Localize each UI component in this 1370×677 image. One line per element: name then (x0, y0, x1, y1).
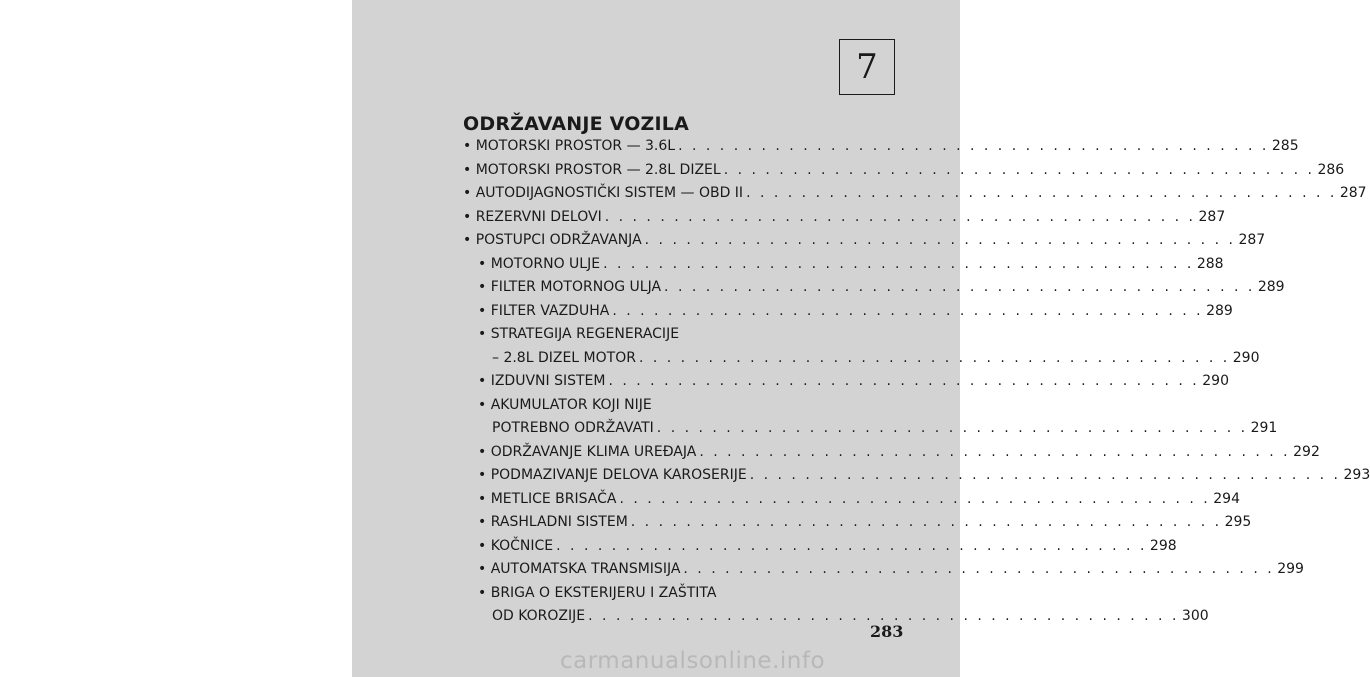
dot-leader: . . . . . . . . . . . . . . . . . . . . . . . . . . . . . . . . . . . . . . . . . . . (746, 185, 1337, 201)
dot-leader: . . . . . . . . . . . . . . . . . . . . . . . . . . . . . . . . . . . . . . . . . . . (749, 467, 1341, 483)
toc-entry-page: 293 (1343, 467, 1370, 483)
toc-entry[interactable] (463, 535, 1177, 559)
toc-entry-page: 295 (1224, 514, 1252, 530)
toc-entry-page: 291 (1250, 420, 1278, 436)
dot-leader: . . . . . . . . . . . . . . . . . . . . . . . . . . . . . . . . . . . . . . . . . . . (630, 514, 1222, 530)
toc-entry-label: – 2.8L DIZEL MOTOR (492, 349, 636, 366)
toc-entry-page: 287 (1198, 208, 1226, 225)
toc-entry-label: • POSTUPCI ODRŽAVANJA (463, 232, 642, 248)
table-of-contents (463, 135, 1370, 629)
toc-entry-label: POTREBNO ODRŽAVATI (492, 420, 654, 436)
toc-entry-page: 289 (1257, 279, 1285, 295)
toc-entry[interactable] (463, 323, 903, 347)
dot-leader: . . . . . . . . . . . . . . . . . . . . . . . . . . . . . . . . . . . . . . . . . . . (664, 279, 1255, 295)
toc-entry-label: • RASHLADNI SISTEM (478, 514, 628, 530)
toc-entry-label: • REZERVNI DELOVI (463, 208, 602, 225)
toc-entry-page: 294 (1213, 490, 1240, 507)
toc-entry[interactable] (463, 253, 1224, 277)
toc-entry[interactable] (463, 300, 1233, 324)
toc-entry-page: 290 (1202, 373, 1229, 389)
dot-leader: . . . . . . . . . . . . . . . . . . . . . . . . . . . . . . . . . . . . . . . . . . . (604, 208, 1196, 225)
page-number: 283 (870, 622, 904, 641)
toc-entry-label: • STRATEGIJA REGENERACIJE (478, 326, 680, 342)
dot-leader: . . . . . . . . . . . . . . . . . . . . . . . . . . . . . . . . . . . . . . . . . . . (644, 232, 1236, 248)
dot-leader: . . . . . . . . . . . . . . . . . . . . . . . . . . . . . . . . . . . . . . . . . . . (699, 443, 1291, 460)
toc-entry-page: 285 (1271, 138, 1299, 154)
toc-entry[interactable] (463, 394, 903, 418)
dot-leader: . . . . . . . . . . . . . . . . . . . . . . . . . . . . . . . . . . . . . . . . . . . (656, 420, 1248, 436)
dot-leader: . . . . . . . . . . . . . . . . . . . . . . . . . . . . . . . . . . . . . . . . . . . (556, 537, 1147, 554)
toc-entry-label: • BRIGA O EKSTERIJERU I ZAŠTITA (478, 584, 717, 601)
chapter-number: 7 (856, 47, 878, 87)
toc-entry[interactable] (463, 558, 1304, 582)
toc-entry[interactable] (463, 159, 1345, 183)
toc-entry[interactable] (463, 511, 1252, 535)
toc-entry-label: • AUTODIJAGNOSTIČKI SISTEM — OBD II (463, 185, 744, 201)
chapter-number-box (839, 39, 895, 95)
toc-entry-label: • MOTORNO ULJE (478, 255, 601, 272)
watermark-text: carmanualsonline.info (560, 648, 826, 674)
toc-entry-label: • FILTER MOTORNOG ULJA (478, 279, 662, 295)
toc-entry-page: 289 (1206, 302, 1233, 319)
toc-entry-label: • AKUMULATOR KOJI NIJE (478, 396, 652, 413)
toc-entry-label: OD KOROZIJE (492, 608, 586, 624)
dot-leader: . . . . . . . . . . . . . . . . . . . . . . . . . . . . . . . . . . . . . . . . . . . (612, 302, 1204, 319)
dot-leader: . . . . . . . . . . . . . . . . . . . . . . . . . . . . . . . . . . . . . . . . . . . (608, 373, 1200, 389)
toc-entry-continuation[interactable] (463, 417, 1278, 441)
toc-entry-page: 286 (1317, 161, 1345, 178)
toc-entry-label: • PODMAZIVANJE DELOVA KAROSERIJE (478, 467, 747, 483)
toc-entry-label: • AUTOMATSKA TRANSMISIJA (478, 561, 681, 577)
dot-leader: . . . . . . . . . . . . . . . . . . . . . . . . . . . . . . . . . . . . . . . . . . . (588, 608, 1179, 624)
dot-leader: . . . . . . . . . . . . . . . . . . . . . . . . . . . . . . . . . . . . . . . . . . . (619, 490, 1211, 507)
toc-entry-continuation[interactable] (463, 347, 1260, 371)
dot-leader: . . . . . . . . . . . . . . . . . . . . . . . . . . . . . . . . . . . . . . . . . . . (678, 138, 1269, 154)
toc-entry-page: 288 (1196, 255, 1224, 272)
dot-leader: . . . . . . . . . . . . . . . . . . . . . . . . . . . . . . . . . . . . . . . . . . . (723, 161, 1315, 178)
toc-entry[interactable] (463, 182, 1367, 206)
toc-entry-label: • FILTER VAZDUHA (478, 302, 610, 319)
toc-entry-label: • ODRŽAVANJE KLIMA UREĐAJA (478, 443, 697, 460)
toc-entry[interactable] (463, 464, 1370, 488)
toc-entry-label: • KOČNICE (478, 537, 554, 554)
dot-leader: . . . . . . . . . . . . . . . . . . . . . . . . . . . . . . . . . . . . . . . . . . . (683, 561, 1275, 577)
toc-entry-page: 287 (1238, 232, 1266, 248)
toc-entry[interactable] (463, 441, 1320, 465)
toc-entry-page: 292 (1293, 443, 1320, 460)
toc-entry-page: 298 (1149, 537, 1177, 554)
toc-entry-label: • MOTORSKI PROSTOR — 3.6L (463, 138, 676, 154)
toc-entry-label: • METLICE BRISAČA (478, 490, 617, 507)
toc-entry[interactable] (463, 206, 1226, 230)
toc-entry[interactable] (463, 276, 1285, 300)
toc-entry[interactable] (463, 229, 1266, 253)
toc-entry-label: • IZDUVNI SISTEM (478, 373, 606, 389)
toc-entry-page: 290 (1232, 349, 1260, 366)
toc-entry-page: 300 (1181, 608, 1209, 624)
toc-entry[interactable] (463, 582, 903, 606)
toc-entry-page: 287 (1339, 185, 1367, 201)
toc-entry[interactable] (463, 370, 1229, 394)
toc-entry[interactable] (463, 135, 1299, 159)
dot-leader: . . . . . . . . . . . . . . . . . . . . . . . . . . . . . . . . . . . . . . . . . . . (603, 255, 1194, 272)
toc-entry-page: 299 (1277, 561, 1304, 577)
section-title: ODRŽAVANJE VOZILA (463, 113, 690, 135)
dot-leader: . . . . . . . . . . . . . . . . . . . . . . . . . . . . . . . . . . . . . . . . . . . (638, 349, 1230, 366)
toc-entry-continuation[interactable] (463, 605, 1209, 629)
toc-entry-label: • MOTORSKI PROSTOR — 2.8L DIZEL (463, 161, 721, 178)
toc-entry[interactable] (463, 488, 1240, 512)
